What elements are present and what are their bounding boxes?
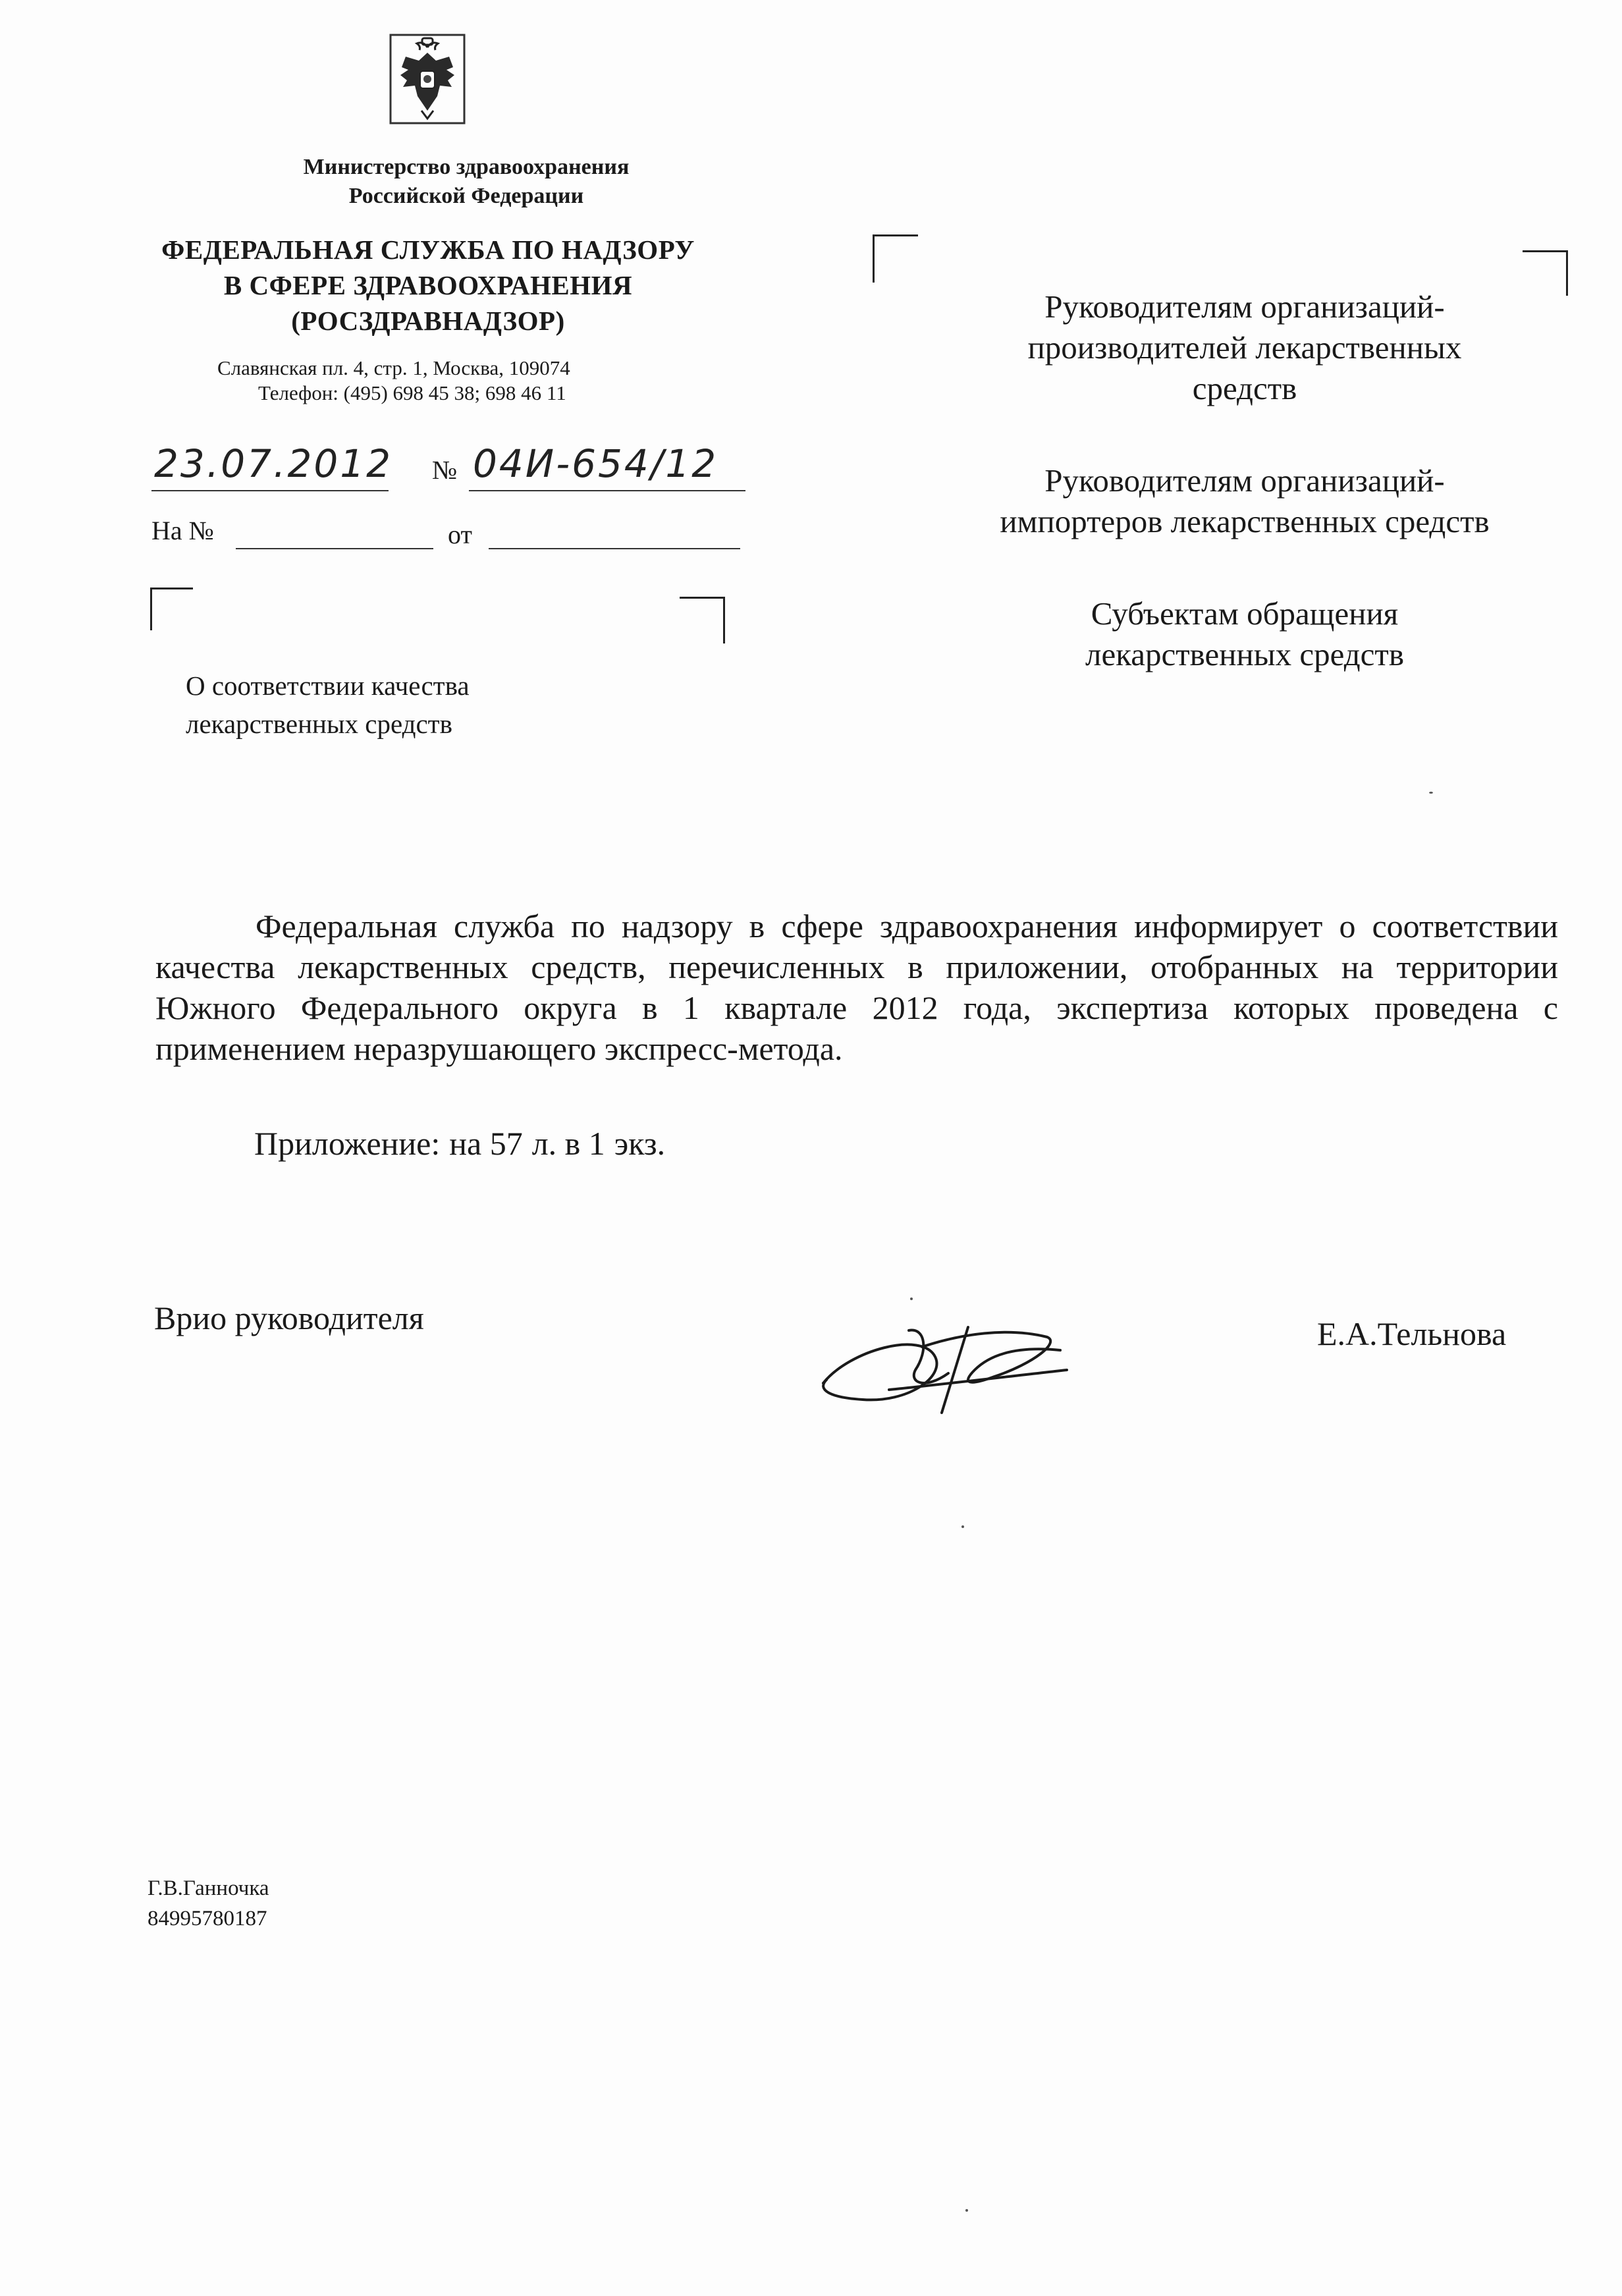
service-line-3: (РОСЗДРАВНАДЗОР) (291, 306, 565, 336)
body-paragraph: Федеральная служба по надзору в сфере здравоохранения информирует о соответствии качества лекарственных средств, перечисленных в приложении, отобранных на территории Южного Федерального округа в 1 квартале 2012 года, экспертиза которых проведена с применением неразрушающего экспресс-метода. (155, 908, 1558, 1067)
letter-body (155, 906, 1558, 1069)
addressee-block (929, 593, 1561, 675)
subject-line-2: лекарственных средств (186, 709, 452, 739)
addressee-line: производителей лекарственных (1027, 329, 1462, 366)
service-line-2: В СФЕРЕ ЗДРАВООХРАНЕНИЯ (223, 270, 633, 300)
subject-corner-right (680, 597, 725, 643)
attachment-copies: экз. (614, 1125, 666, 1162)
phone: Телефон: (495) 698 45 38; 698 46 11 (258, 381, 566, 404)
signatory-role: Врио руководителя (154, 1299, 424, 1336)
address: Славянская пл. 4, стр. 1, Москва, 109074 (217, 356, 570, 379)
executor-name: Г.В.Ганночка (148, 1876, 269, 1900)
registration-date: 23.07.2012 (154, 441, 393, 486)
subject-corner-left (150, 588, 193, 630)
executor-phone: 84995780187 (148, 1907, 267, 1930)
ministry-line-1: Министерство здравоохранения (303, 155, 630, 179)
reply-to-underline (236, 548, 433, 549)
executor-info (148, 1873, 269, 1934)
number-label: № (432, 455, 458, 485)
addressees (929, 287, 1561, 726)
coat-of-arms-icon (389, 33, 466, 125)
subject (186, 667, 647, 743)
reply-from-label: от (448, 520, 472, 549)
addressee-line: Руководителям организаций- (1044, 462, 1445, 499)
addressee-corner-left (873, 234, 918, 283)
service-line-1: ФЕДЕРАЛЬНАЯ СЛУЖБА ПО НАДЗОРУ (161, 234, 695, 265)
attachment-pages: на 57 (449, 1125, 523, 1162)
attachment-unit: л. в 1 (531, 1125, 605, 1162)
attachment-line (254, 1123, 665, 1164)
reply-to-label: На № (151, 516, 214, 545)
number-underline (469, 490, 745, 491)
scan-speck (910, 1298, 913, 1300)
addressee-line: средств (1192, 370, 1297, 406)
addressee-line: Руководителям организаций- (1044, 288, 1445, 325)
addressee-line: лекарственных средств (1085, 636, 1404, 672)
signatory-name: Е.А.Тельнова (1317, 1315, 1507, 1352)
addressee-block (929, 460, 1561, 542)
registration-line (149, 441, 755, 491)
scan-speck (965, 2209, 968, 2212)
scan-speck (961, 1525, 964, 1528)
addressee-line: Субъектам обращения (1091, 595, 1399, 632)
letterhead (132, 153, 724, 339)
date-underline (151, 490, 389, 491)
subject-line-1: О соответствии качества (186, 670, 470, 701)
scan-speck (1429, 792, 1433, 794)
ministry-line-2: Российской Федерации (348, 184, 584, 208)
addressee-line: импортеров лекарственных средств (1000, 503, 1490, 539)
service-name (132, 232, 724, 339)
registration-number: 04И-654/12 (473, 441, 718, 486)
attachment-label: Приложение: (254, 1125, 441, 1162)
reply-from-underline (489, 548, 740, 549)
addressee-block (929, 287, 1561, 409)
reply-reference-line (149, 515, 755, 555)
handwritten-signature (810, 1311, 1073, 1416)
letterhead-contacts (217, 356, 691, 406)
